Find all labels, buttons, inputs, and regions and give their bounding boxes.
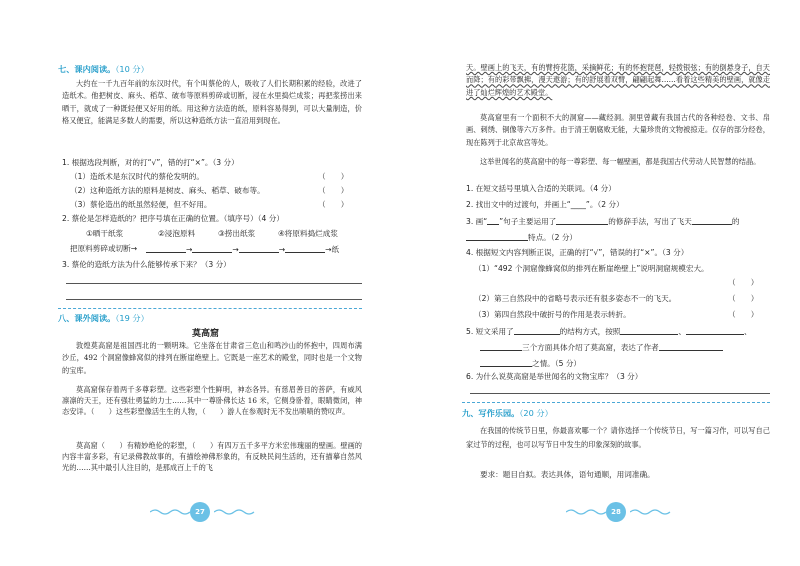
question-7-1-a: （1）造纸术是东汉时代的蔡伦发明的。 [70, 172, 204, 181]
answer-line[interactable] [66, 283, 362, 284]
question-8-4-b: （2）第三自然段中的省略号表示还有很多姿态不一的飞天。 [474, 294, 677, 303]
section-9-heading: 九、写作乐园。（20 分） [462, 408, 553, 418]
question-7-1: 1. 根据选段判断，对的打“√”，错的打“×”。（3 分） [62, 158, 239, 167]
section-divider [58, 308, 362, 309]
article-paragraph-3: 莫高窟（ ）有精妙绝伦的彩塑，（ ）有四万五千多平方米宏伟瑰丽的壁画。壁画的内容丰富多彩，有记录佛教故事的，有描绘神佛形象的，有反映民间生活的，还有描摹自然风光的……其中最引人注目的，是那成百上千的飞 [62, 441, 362, 472]
question-8-5: 5. 短文采用了 的结构方式，按照 、 、 [466, 327, 752, 336]
wave-ornament-icon [150, 508, 194, 516]
page-number-badge: 28 [606, 502, 626, 522]
option-1: ①晒干纸浆 [86, 229, 124, 238]
question-8-5-cont: 三个方面具体介绍了莫高窟，表达了作者 [480, 342, 723, 353]
article-paragraph-1: 敦煌莫高窟是祖国西北的一颗明珠。它坐落在甘肃省三危山和鸣沙山的怀抱中，四周布满沙丘，492 个洞窟像蜂窝似的排列在断崖绝壁上。它既是一座艺术的殿堂，同时也是一个文物的宝库。 [62, 341, 362, 375]
page-number-badge: 27 [190, 502, 210, 522]
answer-paren[interactable]: （ ） [728, 310, 759, 319]
answer-line[interactable] [66, 299, 362, 300]
section-8-heading: 八、课外阅读。（19 分） [58, 313, 149, 323]
sequence-blanks[interactable]: → → → →纸 [146, 244, 339, 255]
answer-paren[interactable]: （ ） [318, 172, 349, 181]
article-paragraph-6: 这举世闻名的莫高窟中的每一尊彩塑、每一幅壁画，都是我国古代劳动人民智慧的结晶。 [480, 157, 761, 166]
wave-ornament-icon [630, 508, 674, 516]
page-footer [400, 500, 800, 524]
question-8-5-end: 之情。（5 分） [480, 358, 581, 369]
answer-paren[interactable]: （ ） [728, 278, 759, 287]
option-2: ②浸泡原料 [158, 229, 196, 238]
question-8-4-a: （1）“492 个洞窟像蜂窝似的排列在断崖绝壁上”说明洞窟规模宏大。 [474, 264, 709, 273]
section-divider [462, 402, 770, 403]
answer-line[interactable] [470, 393, 770, 394]
question-8-3-cont: 特点。（2 分） [466, 232, 577, 243]
answer-paren[interactable]: （ ） [318, 200, 349, 209]
wave-ornament-icon [566, 508, 610, 516]
writing-prompt: 在我国的传统节日里，你最喜欢哪一个？请你选择一个传统节日，写一篇习作，可以写自己家过节的过程，也可以写节日中发生的印象深刻的故事。 [466, 426, 770, 449]
question-8-4: 4. 根据短文内容判断正误，正确的打“√”，错误的打“×”。（3 分） [466, 248, 689, 257]
wave-ornament-icon [214, 508, 258, 516]
question-8-2: 2. 找出文中的过渡句，并画上“____”。（2 分） [466, 200, 624, 209]
section-7-heading: 七、课内阅读。（10 分） [58, 64, 149, 74]
answer-paren[interactable]: （ ） [318, 186, 349, 195]
right-page [400, 0, 800, 566]
article-paragraph-2-text: 莫高窟保存着两千多尊彩塑。这些彩塑个性鲜明，神态各异。有慈眉善目的菩萨，有威风凛凛的天王，还有强壮勇猛的力士……其中一尊卧佛长达 16 米，它侧身卧着，眼睛微闭，神态安详。（ ）这些彩塑像活生生的人物，（ ）游人在参观时无不发出啧啧的赞叹声。 [62, 385, 362, 416]
question-8-1: 1. 在短文括号里填入合适的关联词。（4 分） [466, 184, 616, 193]
article-title: 莫高窟 [192, 329, 220, 339]
question-7-1-b: （2）这种造纸方法的原料是树皮、麻头、稻草、破布等。 [70, 186, 265, 195]
answer-paren[interactable]: （ ） [728, 294, 759, 303]
question-8-3: 3. 画“ ”句子主要运用了 的修辞手法，写出了飞天 的 [466, 217, 740, 226]
writing-requirements: 要求：题目自拟。表达具体，语句通顺，用词准确。 [480, 470, 655, 479]
sequence-start: 把原料剪碎或切断→ [70, 244, 138, 253]
question-7-3: 3. 蔡伦的造纸方法为什么能够传承下来？（3 分） [62, 260, 231, 269]
question-8-4-c: （3）第四自然段中破折号的作用是表示转折。 [474, 310, 631, 319]
question-7-1-c: （3）蔡伦造出的纸虽然轻便，但不好用。 [70, 200, 212, 209]
passage-7: 大约在一千九百年前的东汉时代，有个叫蔡伦的人，吸收了人们长期积累的经验，改进了造纸术。他把树皮、麻头、稻草、破布等原料剪碎或切断，浸在水里捣烂成浆；再把浆捞出来晒干，就成了一种既轻便又好用的纸。用这种方法造的纸，原料容易得到，可以大量制造，价格又便宜，能满足多数人的需要，所以这种造纸方法一直沿用到现在。 [62, 79, 362, 126]
article-paragraph-5: 莫高窟里有一个面积不大的洞窟——藏经洞。洞里曾藏有我国古代的各种经卷、文书、帛画、刺绣、铜像等六万多件。由于清王朝腐败无能，大量珍贵的文物被掠走。仅存的部分经卷，现在陈列于北京故宫等处。 [466, 113, 770, 147]
option-4: ④将原料捣烂成浆 [278, 229, 338, 238]
question-8-6: 6. 为什么说莫高窟是举世闻名的文物宝库？（3 分） [466, 372, 643, 381]
option-3: ③捞出纸浆 [218, 229, 256, 238]
question-7-2: 2. 蔡伦是怎样造纸的？把序号填在正确的位置。（填序号）（4 分） [62, 214, 284, 223]
article-paragraph-4: 天。壁画上的飞天，有的臂挎花篮，采摘鲜花；有的怀抱琵琶，轻拨银弦；有的倒悬身子，自天而降；有的彩带飘拂，漫天遨游；有的舒展着双臂，翩翩起舞……看着这些精美的壁画，就像走进了灿烂辉煌的艺术殿堂。 [466, 63, 770, 97]
page-footer [0, 500, 400, 524]
